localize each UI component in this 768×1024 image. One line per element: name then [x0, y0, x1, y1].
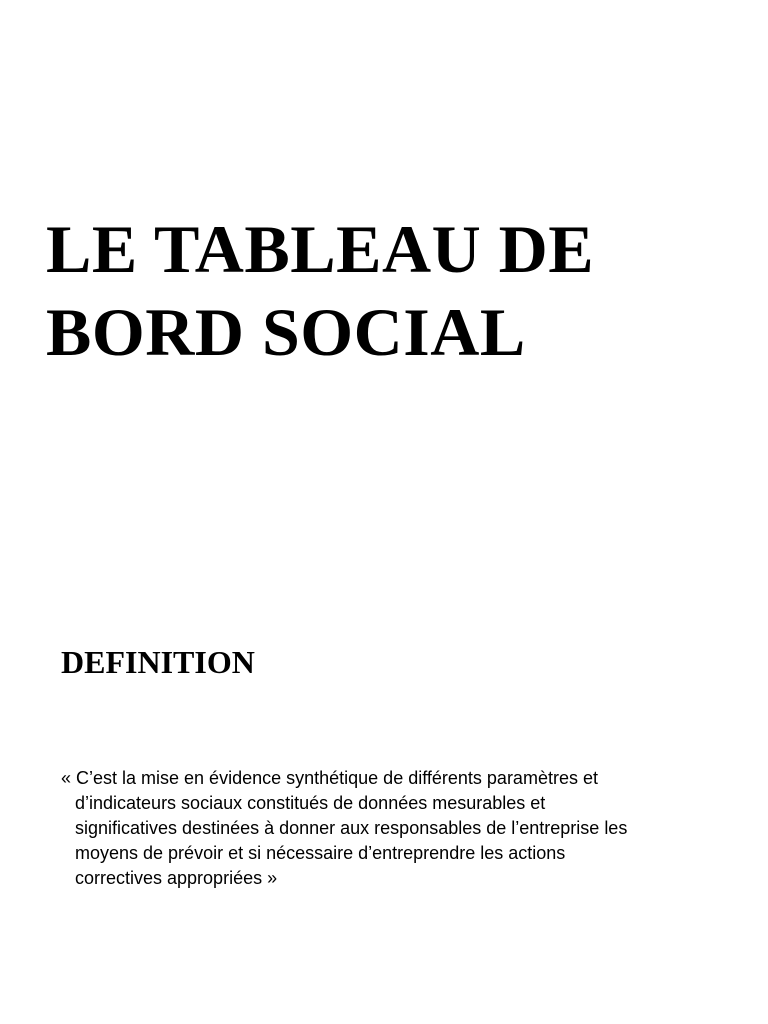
definition-line-4: moyens de prévoir et si nécessaire d’entreprendre les actions: [75, 843, 566, 863]
definition-quote: [61, 766, 711, 891]
definition-line-2: d’indicateurs sociaux constitués de données mesurables et: [75, 793, 546, 813]
title-line-2: BORD SOCIAL: [46, 294, 526, 370]
page-title: [46, 208, 594, 374]
definition-line-1: « C’est la mise en évidence synthétique de différents paramètres et: [61, 768, 598, 788]
title-line-1: LE TABLEAU DE: [46, 211, 595, 287]
definition-line-5: correctives appropriées »: [75, 868, 278, 888]
section-heading-definition: DEFINITION: [61, 644, 255, 680]
definition-line-3: significatives destinées à donner aux responsables de l’entreprise les: [75, 818, 628, 838]
